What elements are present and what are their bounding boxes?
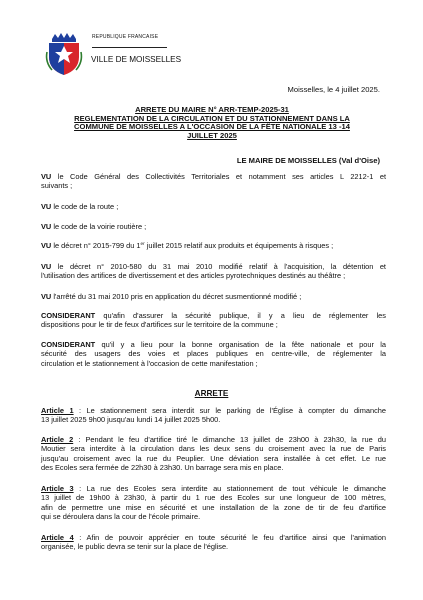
vu-sup: er [140, 241, 145, 246]
considerant-text: circulation et le stationnement à l'occasion de cette manifestation ; [41, 358, 258, 368]
considerant-paragraph [41, 311, 386, 330]
vu-paragraph [41, 222, 386, 231]
considerant-text: qu'afin d'assurer la sécurité publique, il y a lieu de réglementer les [103, 311, 386, 320]
title-line: JUILLET 2025 [187, 130, 237, 140]
document-title [62, 106, 362, 140]
vu-label: VU [41, 292, 52, 301]
republic-label: REPUBLIQUE FRANCAISE [92, 34, 159, 40]
article-text: qui se déroulera dans la cour de l'école primaire. [41, 511, 201, 521]
article-text: organisée, le public devra se tenir sur la place de l'église. [41, 542, 229, 552]
article-label: Article 2 [41, 435, 74, 444]
considerant-label: CONSIDERANT [41, 340, 96, 349]
considerant-text: dispositions pour le tir de feux d'artifices sur le territoire de la commune ; [41, 320, 278, 330]
article-text: : Afin de pouvoir apprécier en toute sécurité le feu d'artifice ainsi que l'animation [73, 533, 386, 542]
vu-text: le code de la route ; [53, 202, 119, 211]
vu-text: juillet 2015 relatif aux produits et équipements à risques ; [144, 241, 334, 250]
considerant-paragraph [41, 340, 386, 368]
article-text: : La rue des Ecoles sera interdite au stationnement de tout véhicule le dimanche [73, 484, 386, 493]
vu-paragraph [41, 292, 386, 301]
document-date: Moisselles, le 4 juillet 2025. [287, 85, 380, 94]
ville-label: VILLE DE MOISSELLES [91, 55, 182, 64]
article-label: Article 1 [41, 406, 74, 415]
vu-text: le décret n° 2015-799 du 1 [53, 241, 141, 250]
vu-text: le décret n° 2010-580 du 31 mai 2010 modifié relatif à l'acquisition, la détention et [57, 262, 386, 271]
considerant-text: qu'il y a lieu pour la bonne organisation de la fête nationale et pour la [101, 340, 386, 349]
title-line: REGLEMENTATION DE LA CIRCULATION ET DU STATIONNEMENT DANS LA [74, 113, 350, 123]
vu-label: VU [41, 262, 52, 271]
vu-label: VU [41, 241, 52, 250]
vu-label: VU [41, 172, 52, 181]
article-text: 13 juillet 2025 9h00 jusqu'au lundi 14 juillet 2025 5h00. [41, 415, 221, 425]
article-paragraph [41, 406, 386, 425]
vu-text: l'arrêté du 31 mai 2010 pris en application du décret susmentionné modifié ; [53, 292, 302, 301]
vu-label: VU [41, 202, 52, 211]
vu-paragraph [41, 262, 386, 281]
article-text: : Pendant le feu d'artifice tiré le dimanche 13 juillet de 23h00 à 23h30, la rue du [73, 435, 386, 444]
article-paragraph [41, 484, 386, 521]
vu-paragraph [41, 241, 386, 250]
title-line: ARRETE DU MAIRE N° ARR-TEMP-2025-31 [135, 105, 289, 114]
considerant-text: sécurité des usagers des voies et places publiques en centre-ville, de réglementer la [41, 349, 386, 359]
vu-text: le code de la voirie routière ; [53, 222, 147, 231]
vu-text: le Code Général des Collectivités Territoriales et notamment ses articles L 2212-1 et [57, 172, 386, 181]
article-text: 13 juillet de 19h00 à 23h30, à partir du 1 rue des Ecoles sur une longueur de 100 mètres, [41, 493, 386, 503]
considerant-label: CONSIDERANT [41, 311, 96, 320]
vu-paragraph [41, 202, 386, 211]
article-label: Article 3 [41, 484, 74, 493]
article-text: Moutier sera interdite à la circulation dans les deux sens du croisement avec la rue de Paris [41, 444, 386, 454]
article-text: jusqu'au croisement avec la rue du Peuplier. Une déviation sera installée à cet effet. Le rue [41, 453, 386, 463]
arrete-heading: ARRETE [194, 389, 229, 398]
vu-label: VU [41, 222, 52, 231]
maire-heading: LE MAIRE DE MOISSELLES (Val d'Oise) [236, 156, 380, 165]
article-text: des Ecoles sera fermée de 22h30 à 23h30. Un barrage sera mis en place. [41, 462, 284, 472]
vu-paragraph [41, 172, 386, 191]
article-text: afin de permettre une mise en sécurité et une installation de la zone de tir de feu d'artifice [41, 502, 386, 512]
vu-text: suivants ; [41, 181, 73, 191]
coat-of-arms-icon [44, 32, 84, 76]
article-paragraph [41, 435, 386, 472]
header-divider [92, 47, 167, 48]
title-line: COMMUNE DE MOISSELLES A L'OCCASION DE LA FÊTE NATIONALE 13 -14 [74, 122, 350, 132]
vu-text: l'utilisation des artifices de divertissement et des articles pyrotechniques destinés au théâtre ; [41, 271, 346, 281]
article-paragraph [41, 533, 386, 552]
article-label: Article 4 [41, 533, 74, 542]
article-text: : Le stationnement sera interdit sur le parking de l'Église à compter du dimanche [73, 406, 386, 415]
